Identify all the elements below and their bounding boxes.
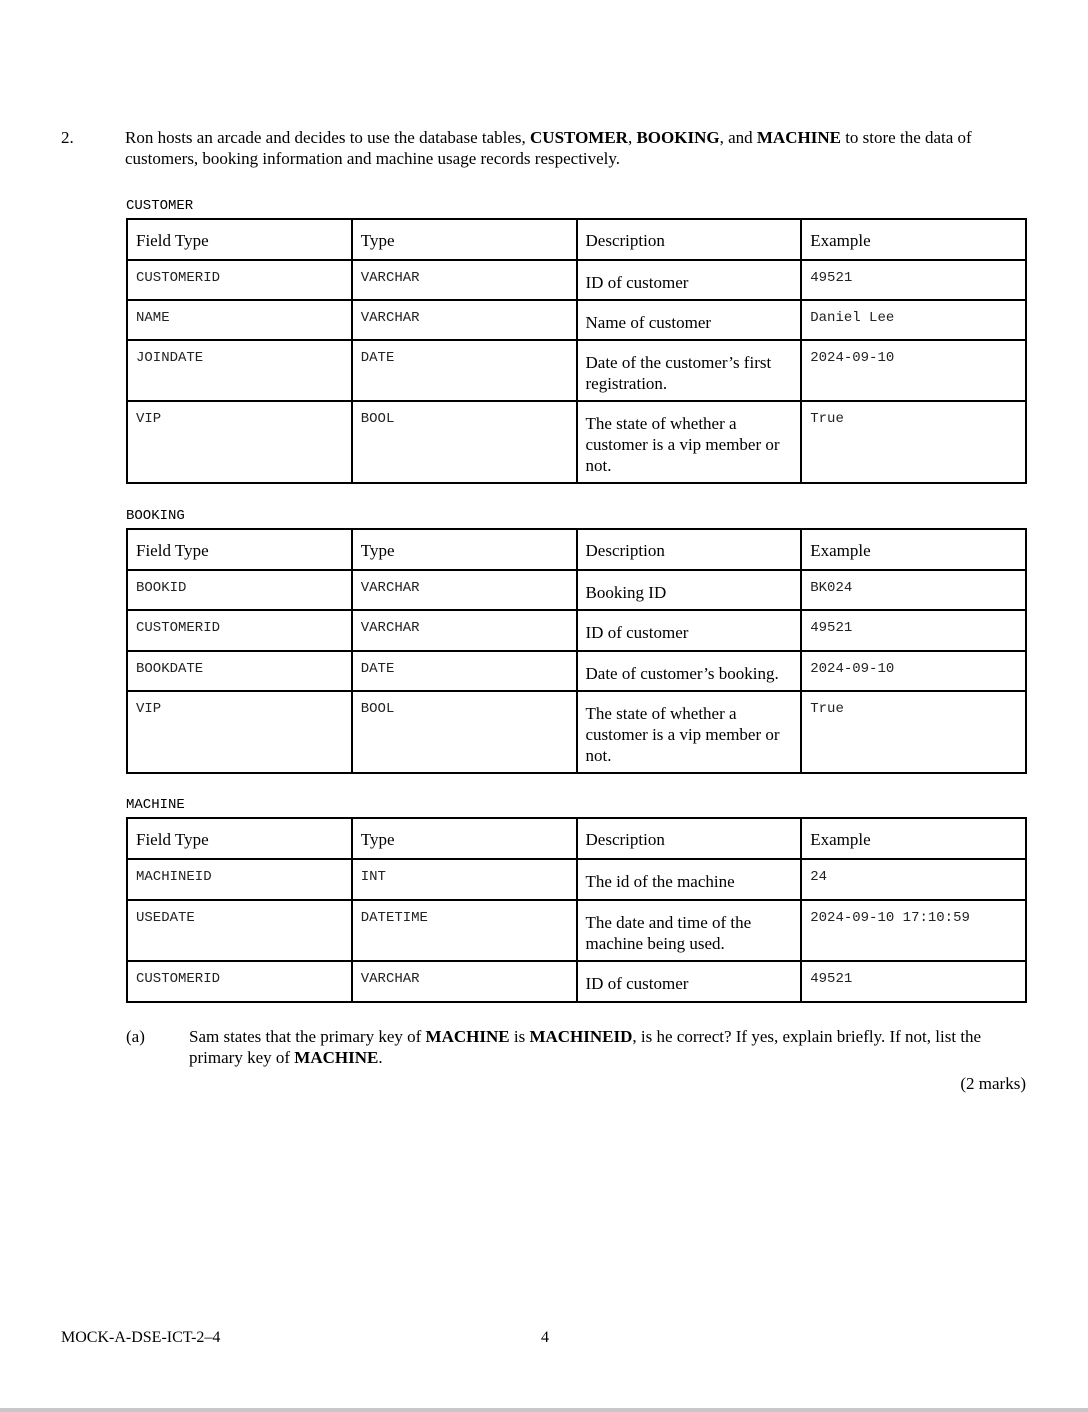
table-row: [127, 859, 1026, 900]
text-run: , and: [719, 128, 757, 147]
type-cell: INT: [352, 859, 577, 900]
field-cell: CUSTOMERID: [127, 961, 352, 1002]
description-cell: Date of customer’s booking.: [577, 651, 802, 691]
table-row: [127, 691, 1026, 773]
field-cell: CUSTOMERID: [127, 260, 352, 300]
description-cell: The date and time of the machine being used.: [577, 900, 802, 961]
description-cell: ID of customer: [577, 961, 802, 1002]
text-run: Sam states that the primary key of: [189, 1027, 426, 1046]
type-cell: DATETIME: [352, 900, 577, 961]
text-run: to store the data of customers, booking information and machine usage records respectively.: [125, 128, 972, 168]
table-row: [127, 260, 1026, 300]
table-row: [127, 900, 1026, 961]
table-header-row: [127, 219, 1026, 260]
type-cell: VARCHAR: [352, 570, 577, 610]
type-cell: VARCHAR: [352, 260, 577, 300]
text-run: Ron hosts an arcade and decides to use the database tables,: [125, 128, 531, 147]
table-header-row: [127, 529, 1026, 570]
bold-term: MACHINE: [425, 1027, 510, 1046]
table-row: [127, 651, 1026, 691]
part-a-label: (a): [126, 1027, 145, 1046]
type-cell: BOOL: [352, 691, 577, 773]
example-cell: True: [801, 401, 1026, 483]
example-cell: 24: [801, 859, 1026, 900]
table-header-row: [127, 818, 1026, 859]
column-header: Field Type: [127, 219, 352, 260]
example-cell: 2024-09-10 17:10:59: [801, 900, 1026, 961]
marks-label: (2 marks): [960, 1074, 1026, 1093]
page-bottom-edge: [0, 1408, 1088, 1412]
type-cell: VARCHAR: [352, 610, 577, 651]
column-header: Description: [577, 219, 802, 260]
table-label-customer: CUSTOMER: [126, 198, 194, 214]
text-run: is: [509, 1027, 530, 1046]
bold-term: MACHINE: [294, 1048, 379, 1067]
example-cell: BK024: [801, 570, 1026, 610]
text-run: , is he correct? If yes, explain briefly. If not, list the primary key of: [189, 1027, 982, 1067]
table-label-machine: MACHINE: [126, 797, 185, 813]
example-cell: 49521: [801, 610, 1026, 651]
example-cell: Daniel Lee: [801, 300, 1026, 340]
description-cell: Booking ID: [577, 570, 802, 610]
description-cell: Date of the customer’s first registration.: [577, 340, 802, 401]
field-cell: VIP: [127, 401, 352, 483]
bold-term: MACHINEID: [529, 1027, 633, 1046]
field-cell: BOOKID: [127, 570, 352, 610]
text-run: .: [378, 1048, 383, 1067]
text-run: ,: [627, 128, 637, 147]
question-text: [125, 127, 1035, 169]
field-cell: NAME: [127, 300, 352, 340]
description-cell: ID of customer: [577, 260, 802, 300]
column-header: Field Type: [127, 529, 352, 570]
page-number: 4: [541, 1329, 549, 1346]
description-cell: ID of customer: [577, 610, 802, 651]
description-cell: The state of whether a customer is a vip member or not.: [577, 401, 802, 483]
column-header: Example: [801, 219, 1026, 260]
table-row: [127, 340, 1026, 401]
column-header: Description: [577, 818, 802, 859]
table-label-booking: BOOKING: [126, 508, 185, 524]
table-row: [127, 300, 1026, 340]
example-cell: 2024-09-10: [801, 340, 1026, 401]
column-header: Example: [801, 818, 1026, 859]
description-cell: The id of the machine: [577, 859, 802, 900]
field-cell: JOINDATE: [127, 340, 352, 401]
field-cell: USEDATE: [127, 900, 352, 961]
example-cell: True: [801, 691, 1026, 773]
column-header: Field Type: [127, 818, 352, 859]
column-header: Type: [352, 818, 577, 859]
field-cell: MACHINEID: [127, 859, 352, 900]
type-cell: VARCHAR: [352, 300, 577, 340]
column-header: Example: [801, 529, 1026, 570]
table-row: [127, 610, 1026, 651]
example-cell: 2024-09-10: [801, 651, 1026, 691]
field-cell: CUSTOMERID: [127, 610, 352, 651]
type-cell: DATE: [352, 651, 577, 691]
example-cell: 49521: [801, 961, 1026, 1002]
table-booking: [126, 528, 1027, 774]
type-cell: BOOL: [352, 401, 577, 483]
column-header: Type: [352, 529, 577, 570]
type-cell: DATE: [352, 340, 577, 401]
table-row: [127, 570, 1026, 610]
table-name-machine: MACHINE: [756, 128, 841, 147]
question-number: 2.: [61, 128, 74, 147]
field-cell: VIP: [127, 691, 352, 773]
footer-code: MOCK-A-DSE-ICT-2–4: [61, 1329, 221, 1346]
column-header: Type: [352, 219, 577, 260]
column-header: Description: [577, 529, 802, 570]
type-cell: VARCHAR: [352, 961, 577, 1002]
table-machine: [126, 817, 1027, 1003]
example-cell: 49521: [801, 260, 1026, 300]
table-customer: [126, 218, 1027, 484]
table-row: [127, 961, 1026, 1002]
table-name-customer: CUSTOMER: [530, 128, 628, 147]
field-cell: BOOKDATE: [127, 651, 352, 691]
part-a-text: [189, 1026, 1029, 1068]
table-name-booking: BOOKING: [636, 128, 720, 147]
table-row: [127, 401, 1026, 483]
description-cell: The state of whether a customer is a vip member or not.: [577, 691, 802, 773]
description-cell: Name of customer: [577, 300, 802, 340]
